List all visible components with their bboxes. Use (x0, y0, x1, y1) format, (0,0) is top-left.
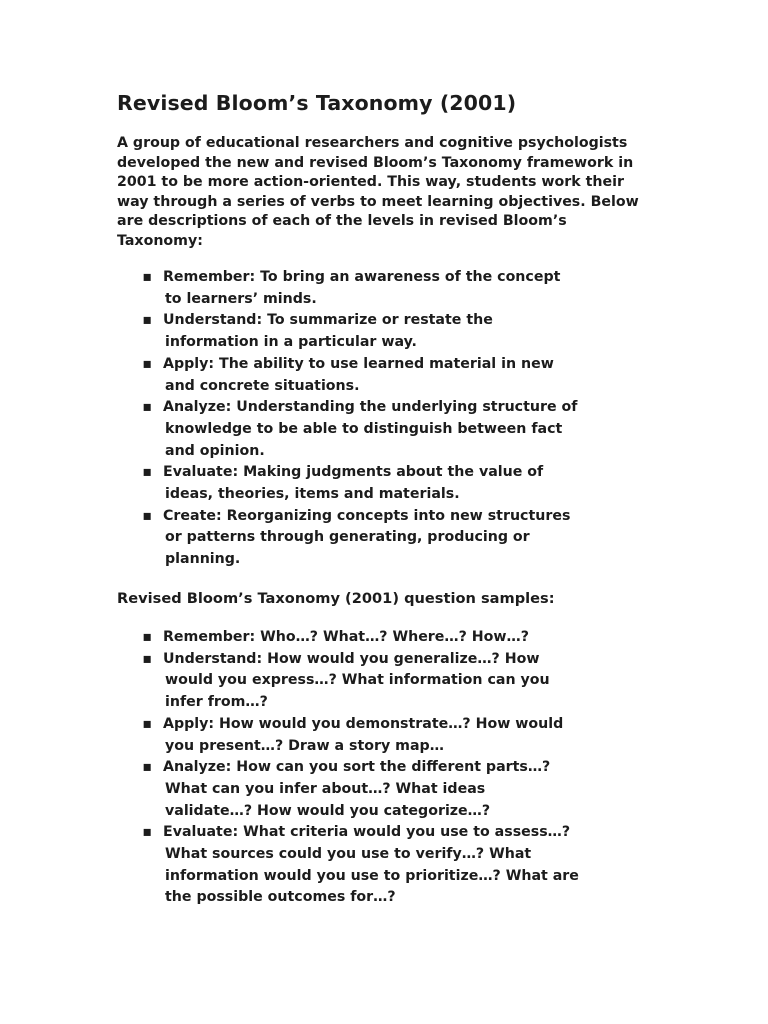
text-line: infer from…? (165, 694, 268, 711)
samples-list (0, 627, 768, 909)
text-line: Create: Reorganizing concepts into new structures (163, 507, 571, 524)
bullet-marker: ▪ (142, 399, 152, 416)
sample-item (0, 714, 663, 757)
bullet-marker: ▪ (142, 269, 152, 285)
level-item (0, 267, 663, 310)
sample-item (0, 627, 663, 649)
sample-item-text (163, 627, 663, 649)
bullet-marker: ▪ (142, 715, 152, 732)
sample-item-text (163, 757, 663, 822)
text-line: the possible outcomes for…? (165, 889, 396, 906)
text-line: validate…? How would you categorize…? (165, 802, 491, 819)
sample-item-text (163, 649, 663, 714)
bullet-marker: ▪ (142, 355, 152, 372)
level-item-text (163, 267, 663, 310)
levels-list (0, 267, 768, 571)
text-line: and opinion. (165, 442, 265, 459)
text-line: information would you use to prioritize…? What are (165, 867, 579, 884)
level-item-text (163, 462, 663, 505)
bullet-marker: ▪ (142, 629, 152, 645)
level-item (0, 310, 663, 353)
sample-item (0, 649, 663, 714)
bullet-marker: ▪ (142, 824, 152, 841)
level-item (0, 506, 663, 571)
text-line: What can you infer about…? What ideas (165, 780, 486, 797)
text-line: knowledge to be able to distinguish between fact (165, 420, 563, 437)
text-line: you present…? Draw a story map… (165, 737, 444, 754)
text-line: What sources could you use to verify…? What (165, 846, 532, 863)
level-item (0, 462, 663, 505)
level-item-text (163, 397, 663, 462)
text-line: planning. (165, 551, 241, 568)
level-item-text (163, 506, 663, 571)
page-title: Revised Bloom’s Taxonomy (2001) (117, 91, 517, 115)
bullet-marker: ▪ (142, 464, 152, 481)
level-item (0, 397, 663, 462)
text-line: Analyze: Understanding the underlying structure of (163, 399, 578, 416)
text-line: would you express…? What information can you (165, 672, 550, 689)
text-line: Apply: The ability to use learned material in new (163, 355, 554, 372)
text-line: and concrete situations. (165, 377, 360, 394)
level-item (0, 354, 663, 397)
text-line: Apply: How would you demonstrate…? How would (163, 715, 564, 732)
bullet-marker: ▪ (142, 507, 152, 524)
sample-item-text (163, 822, 663, 909)
text-line: Analyze: How can you sort the different parts…? (163, 759, 551, 776)
sample-item (0, 822, 663, 909)
text-line: Evaluate: What criteria would you use to assess…? (163, 824, 571, 841)
sample-item (0, 757, 663, 822)
level-item-text (163, 310, 663, 353)
text-line: to learners’ minds. (165, 290, 317, 307)
text-line: Understand: To summarize or restate the (163, 312, 493, 329)
text-line: Evaluate: Making judgments about the value of (163, 464, 544, 481)
bullet-marker: ▪ (142, 312, 152, 329)
text-line: Remember: To bring an awareness of the concept (163, 269, 561, 285)
intro-paragraph: A group of educational researchers and cognitive psychologists developed the new and revised Bloom’s Taxonomy framework in 2001 to be more action-oriented. This way, students work their way through a series of verbs to meet learning objectives. Below are descriptions of each of the levels in revised Bloom’s Taxonomy: (117, 135, 639, 249)
level-item-text (163, 354, 663, 397)
text-line: Understand: How would you generalize…? How (163, 650, 540, 667)
bullet-marker: ▪ (142, 650, 152, 667)
sample-item-text (163, 714, 663, 757)
text-line: or patterns through generating, producing or (165, 529, 530, 546)
text-line: information in a particular way. (165, 334, 417, 351)
text-line: Remember: Who…? What…? Where…? How…? (163, 629, 529, 645)
text-line: ideas, theories, items and materials. (165, 486, 460, 503)
samples-heading: Revised Bloom’s Taxonomy (2001) question samples: (117, 590, 555, 607)
bullet-marker: ▪ (142, 759, 152, 776)
